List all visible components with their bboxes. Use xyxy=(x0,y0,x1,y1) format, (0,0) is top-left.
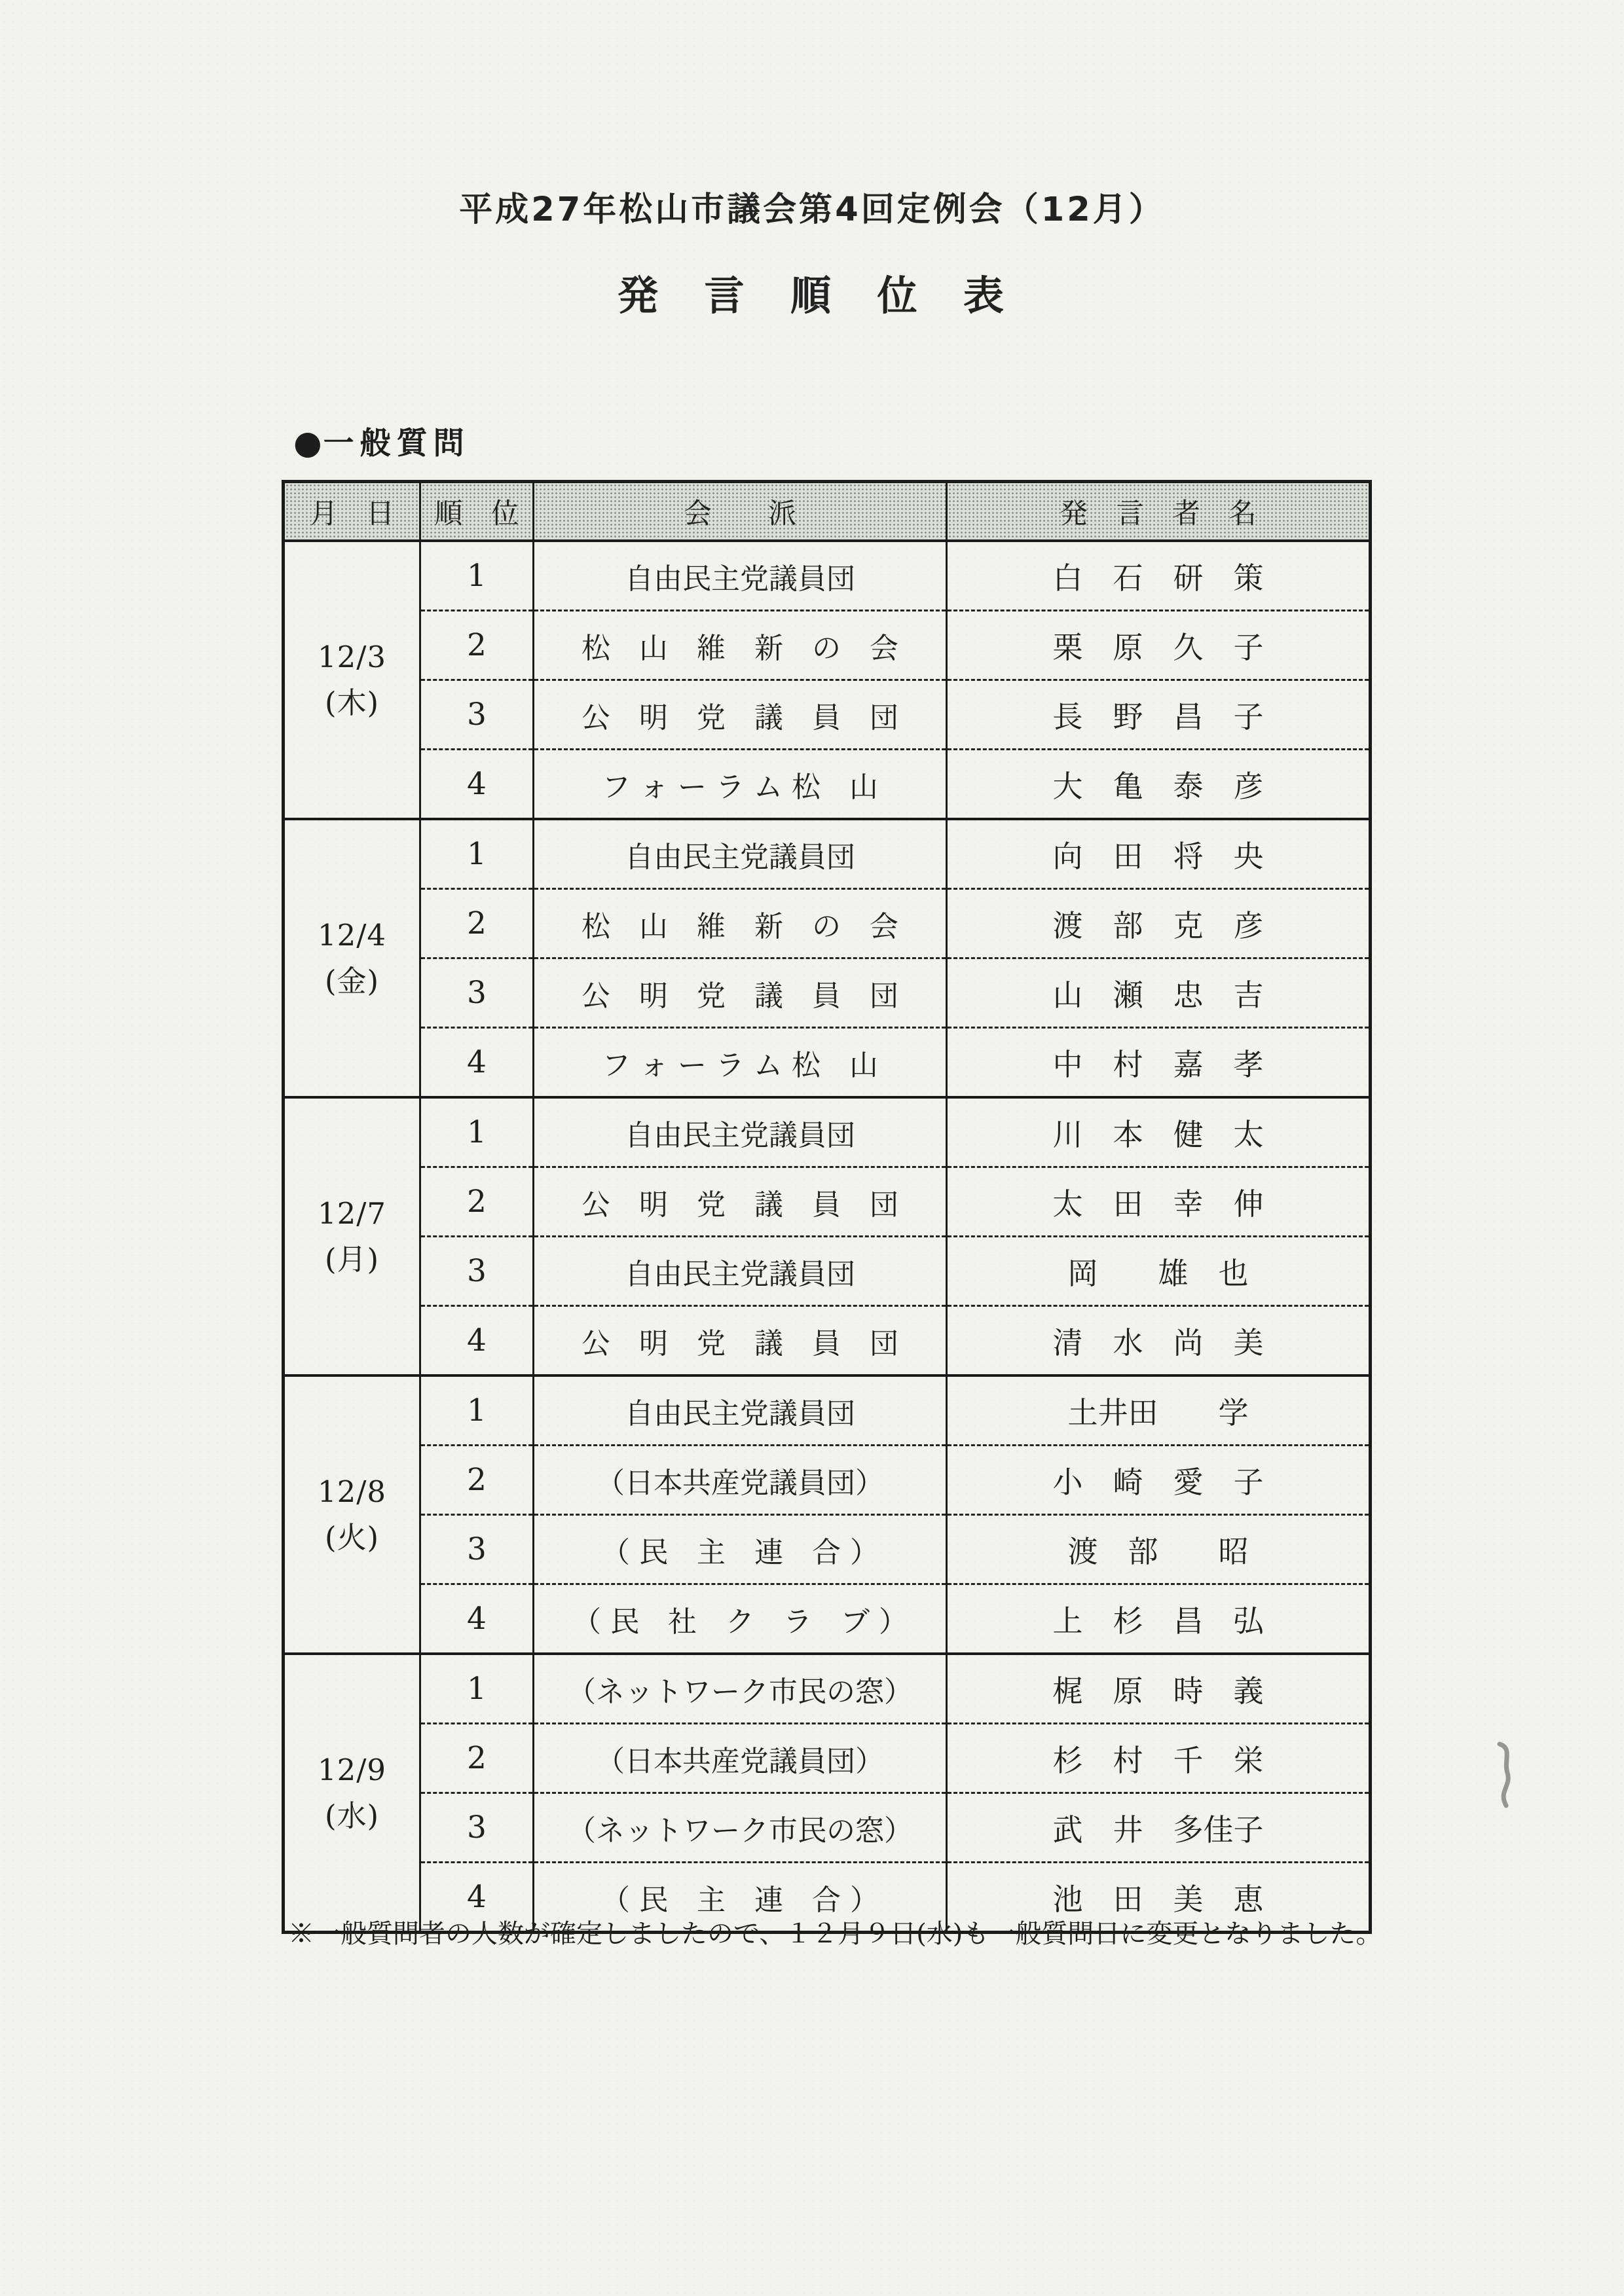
date-text: 12/4 xyxy=(317,917,387,953)
order-cell: 2 xyxy=(420,1724,534,1793)
date-text: 12/3 xyxy=(317,639,387,674)
section-heading xyxy=(293,419,470,463)
faction-cell: （ネットワーク市民の窓） xyxy=(534,1654,947,1724)
order-cell: 2 xyxy=(420,1446,534,1515)
table-row xyxy=(284,1097,1371,1167)
date-cell xyxy=(284,819,420,1097)
table-row xyxy=(284,1376,1371,1446)
speaker-cell: 大 亀 泰 彦 xyxy=(947,750,1371,820)
ink-smudge xyxy=(1481,1736,1527,1815)
table-row xyxy=(284,1028,1371,1098)
speaker-cell: 武 井 多佳子 xyxy=(947,1793,1371,1863)
faction-cell: （ 民 社 ク ラ ブ ） xyxy=(534,1584,947,1654)
order-cell: 4 xyxy=(420,750,534,820)
speaker-cell: 土井田 学 xyxy=(947,1376,1371,1446)
faction-cell: 自由民主党議員団 xyxy=(534,1237,947,1306)
table-row xyxy=(284,889,1371,958)
weekday-text: (木) xyxy=(324,685,380,720)
table-row xyxy=(284,1584,1371,1654)
faction-cell: 公 明 党 議 員 団 xyxy=(534,958,947,1028)
order-cell: 1 xyxy=(420,1097,534,1167)
speaker-cell: 小 崎 愛 子 xyxy=(947,1446,1371,1515)
table-row xyxy=(284,1237,1371,1306)
speaker-cell: 池 田 美 恵 xyxy=(947,1863,1371,1933)
weekday-text: (火) xyxy=(324,1520,380,1555)
order-cell: 4 xyxy=(420,1028,534,1098)
speaker-cell: 太 田 幸 伸 xyxy=(947,1167,1371,1237)
order-cell: 3 xyxy=(420,1237,534,1306)
weekday-text: (月) xyxy=(324,1241,380,1277)
date-text: 12/9 xyxy=(317,1752,387,1787)
faction-cell: 自由民主党議員団 xyxy=(534,819,947,889)
table-row xyxy=(284,1167,1371,1237)
faction-cell: 自由民主党議員団 xyxy=(534,1376,947,1446)
order-cell: 2 xyxy=(420,889,534,958)
table-row xyxy=(284,1654,1371,1724)
section-label: 一般質問 xyxy=(323,426,470,462)
speaker-cell: 梶 原 時 義 xyxy=(947,1654,1371,1724)
faction-cell: （ 民 主 連 合 ） xyxy=(534,1515,947,1584)
table-row xyxy=(284,680,1371,750)
faction-cell: （日本共産党議員団） xyxy=(534,1446,947,1515)
table-header-row xyxy=(284,482,1371,541)
speaker-cell: 向 田 将 央 xyxy=(947,819,1371,889)
table-row xyxy=(284,819,1371,889)
faction-cell: 松 山 維 新 の 会 xyxy=(534,889,947,958)
date-text: 12/8 xyxy=(317,1474,387,1509)
speaker-cell: 中 村 嘉 孝 xyxy=(947,1028,1371,1098)
date-cell xyxy=(284,1376,420,1654)
table-row xyxy=(284,1446,1371,1515)
speaker-cell: 上 杉 昌 弘 xyxy=(947,1584,1371,1654)
order-cell: 1 xyxy=(420,541,534,611)
table-row xyxy=(284,1306,1371,1376)
order-cell: 1 xyxy=(420,819,534,889)
order-cell: 2 xyxy=(420,611,534,680)
faction-cell: 公 明 党 議 員 団 xyxy=(534,1306,947,1376)
col-header-speaker: 発 言 者 名 xyxy=(947,482,1371,541)
date-text: 12/7 xyxy=(317,1195,387,1231)
speaker-cell: 長 野 昌 子 xyxy=(947,680,1371,750)
document-title: 平成27年松山市議会第4回定例会（12月） xyxy=(459,191,1165,229)
faction-cell: （日本共産党議員団） xyxy=(534,1724,947,1793)
order-cell: 3 xyxy=(420,958,534,1028)
order-cell: 3 xyxy=(420,680,534,750)
table-row xyxy=(284,541,1371,611)
col-header-faction: 会 派 xyxy=(534,482,947,541)
weekday-text: (水) xyxy=(324,1798,380,1833)
bullet-icon: ● xyxy=(293,424,323,462)
speaker-cell: 渡 部 昭 xyxy=(947,1515,1371,1584)
faction-cell: フ ォ ー ラ ム 松 山 xyxy=(534,750,947,820)
table-row xyxy=(284,1793,1371,1863)
order-cell: 4 xyxy=(420,1306,534,1376)
speaking-order-table xyxy=(282,480,1372,1934)
faction-cell: （ネットワーク市民の窓） xyxy=(534,1793,947,1863)
faction-cell: フ ォ ー ラ ム 松 山 xyxy=(534,1028,947,1098)
speaker-cell: 川 本 健 太 xyxy=(947,1097,1371,1167)
speaker-cell: 渡 部 克 彦 xyxy=(947,889,1371,958)
table-row xyxy=(284,1724,1371,1793)
speaker-cell: 杉 村 千 栄 xyxy=(947,1724,1371,1793)
faction-cell: 公 明 党 議 員 団 xyxy=(534,1167,947,1237)
speaker-cell: 栗 原 久 子 xyxy=(947,611,1371,680)
order-cell: 4 xyxy=(420,1584,534,1654)
speaker-cell: 白 石 研 策 xyxy=(947,541,1371,611)
order-cell: 2 xyxy=(420,1167,534,1237)
table-row xyxy=(284,958,1371,1028)
order-cell: 3 xyxy=(420,1515,534,1584)
date-cell xyxy=(284,541,420,819)
order-cell: 1 xyxy=(420,1654,534,1724)
table-row xyxy=(284,611,1371,680)
order-cell: 1 xyxy=(420,1376,534,1446)
faction-cell: 自由民主党議員団 xyxy=(534,1097,947,1167)
document-subtitle: 発 言 順 位 表 xyxy=(617,272,1006,319)
col-header-date: 月 日 xyxy=(284,482,420,541)
table-row xyxy=(284,750,1371,820)
order-cell: 3 xyxy=(420,1793,534,1863)
faction-cell: 松 山 維 新 の 会 xyxy=(534,611,947,680)
col-header-order: 順 位 xyxy=(420,482,534,541)
speaker-cell: 山 瀬 忠 吉 xyxy=(947,958,1371,1028)
order-cell: 4 xyxy=(420,1863,534,1933)
faction-cell: 公 明 党 議 員 団 xyxy=(534,680,947,750)
speaker-cell: 清 水 尚 美 xyxy=(947,1306,1371,1376)
faction-cell: （ 民 主 連 合 ） xyxy=(534,1863,947,1933)
footnote: ※一般質問者の人数が確定しましたので、１２月９日(水)も一般質問日に変更となりました。 xyxy=(288,1919,1382,1949)
faction-cell: 自由民主党議員団 xyxy=(534,541,947,611)
table-row xyxy=(284,1515,1371,1584)
date-cell xyxy=(284,1654,420,1933)
weekday-text: (金) xyxy=(324,963,380,998)
speaker-cell: 岡 雄 也 xyxy=(947,1237,1371,1306)
date-cell xyxy=(284,1097,420,1376)
